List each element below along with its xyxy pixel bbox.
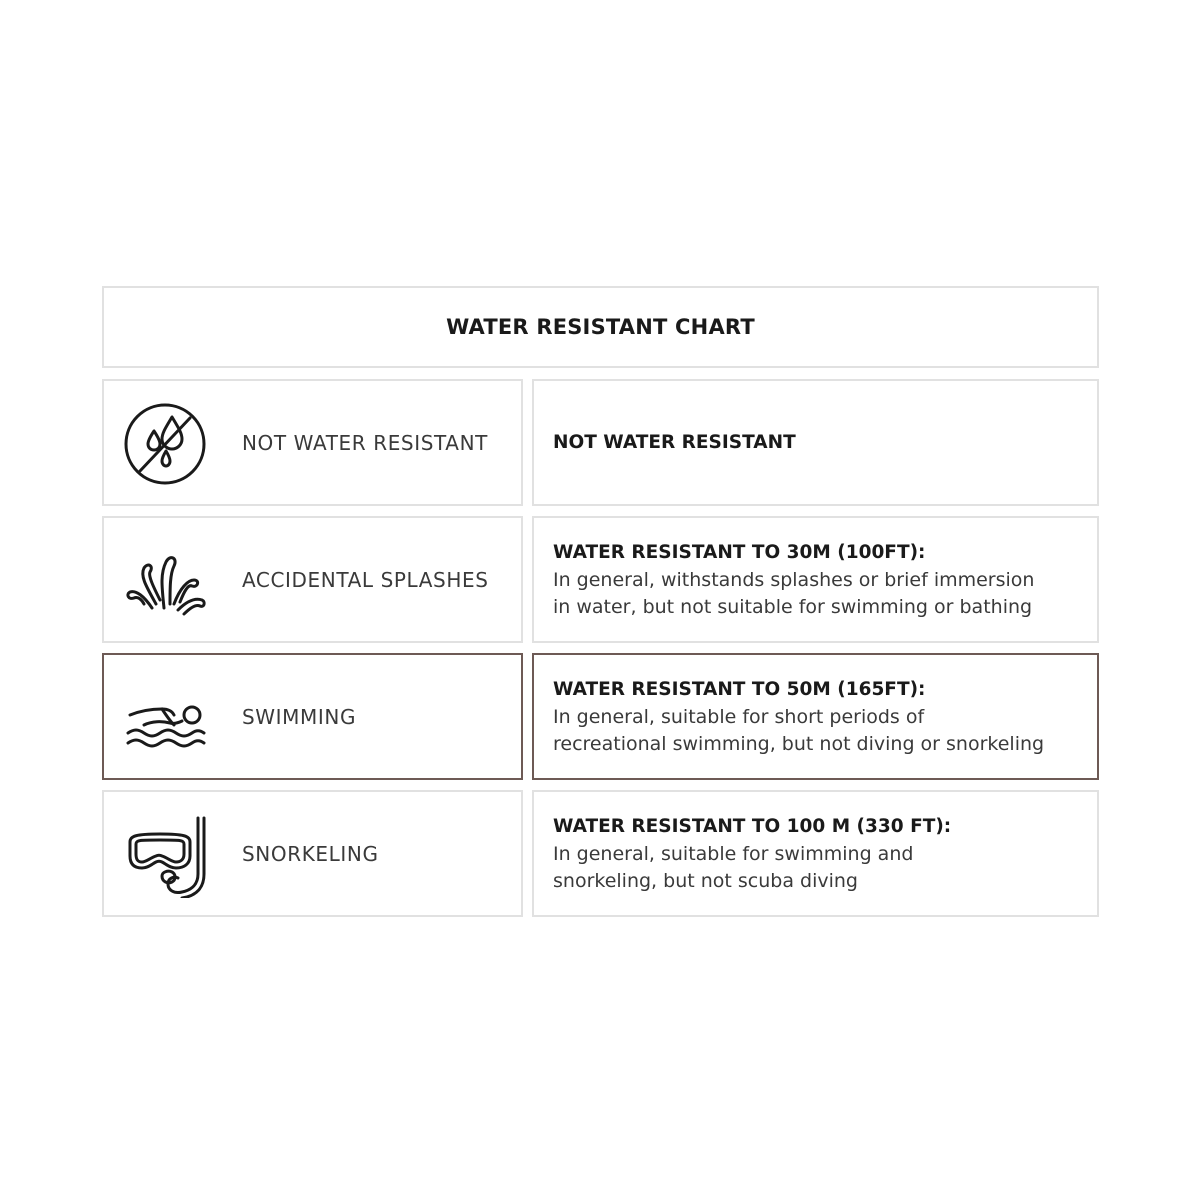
- description: [553, 655, 1083, 778]
- description: [553, 381, 1083, 504]
- no-water-drops-icon: [122, 401, 208, 487]
- chart-row-snorkeling: [102, 790, 1099, 917]
- description-cell: [532, 790, 1099, 917]
- description-heading: WATER RESISTANT TO 30M (100FT):: [553, 541, 926, 563]
- rating-cell: [102, 516, 523, 643]
- description-line: In general, suitable for short periods of: [553, 705, 925, 728]
- description-cell: [532, 653, 1099, 780]
- description-cell: [532, 379, 1099, 506]
- chart-row-swimming: [102, 653, 1099, 780]
- rating-label: NOT WATER RESISTANT: [242, 430, 488, 455]
- rating-cell: [102, 790, 523, 917]
- chart-title-box: [102, 286, 1099, 368]
- description-heading: WATER RESISTANT TO 100 M (330 FT):: [553, 815, 952, 837]
- swimmer-icon: [122, 675, 208, 761]
- snorkel-mask-icon: [122, 812, 208, 898]
- description-heading: WATER RESISTANT TO 50M (165FT):: [553, 678, 926, 700]
- description-line: In general, suitable for swimming and: [553, 842, 914, 865]
- rating-label: SNORKELING: [242, 841, 379, 866]
- description-line: In general, withstands splashes or brief immersion: [553, 568, 1035, 591]
- splash-icon: [122, 538, 208, 624]
- rating-label: ACCIDENTAL SPLASHES: [242, 567, 489, 592]
- description-line: in water, but not suitable for swimming or bathing: [553, 595, 1033, 618]
- chart-title: WATER RESISTANT CHART: [446, 315, 755, 339]
- rating-cell: [102, 379, 523, 506]
- description: [553, 518, 1083, 641]
- chart-row-not-water-resistant: [102, 379, 1099, 506]
- rating-label: SWIMMING: [242, 704, 357, 729]
- description-line: recreational swimming, but not diving or snorkeling: [553, 732, 1045, 755]
- water-resistant-chart: [102, 286, 1099, 917]
- description-cell: [532, 516, 1099, 643]
- description-line: snorkeling, but not scuba diving: [553, 869, 858, 892]
- rating-cell: [102, 653, 523, 780]
- description-heading: NOT WATER RESISTANT: [553, 431, 796, 453]
- chart-row-accidental-splashes: [102, 516, 1099, 643]
- description: [553, 792, 1083, 915]
